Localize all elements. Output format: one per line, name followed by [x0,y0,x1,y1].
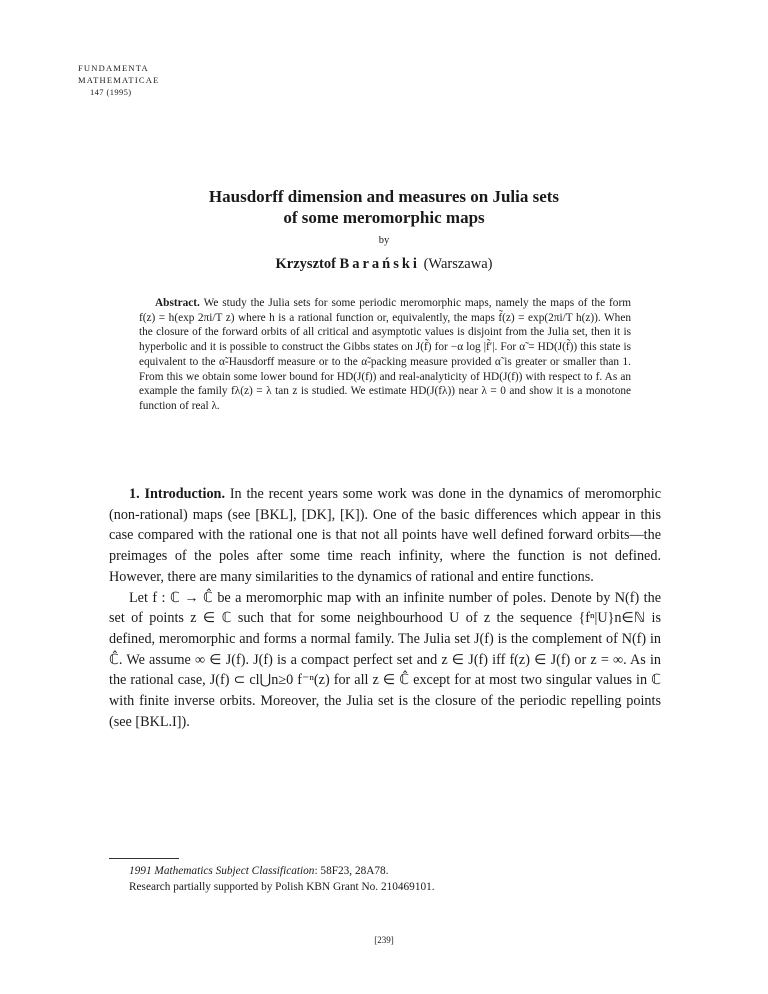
journal-header [78,62,159,98]
author-line [0,256,768,273]
footnote-grant: Research partially supported by Polish KBN Grant No. 210469101. [129,880,435,893]
abstract-text: We study the Julia sets for some periodic meromorphic maps, namely the maps of the form f(z) = h(exp 2πi/T z) where h is a rational function or, equivalently, the maps f̃(z) = exp(2πi/T h(z)). When the closure of the forward orbits of all critical and asymptotic values is disjoint from the Julia set, then it is hyperbolic and it is possible to construct the Gibbs states on J(f̃) for −α log |f̃′|. For α̃ = HD(J(f̃)) this state is equivalent to the α̃-Hausdorff measure or to the α̃-packing measure provided α̃ is greater or smaller than 1. From this we obtain some lower bound for HD(J(f)) and real-analyticity of HD(J(f)) with respect to f. As an example the family fλ(z) = λ tan z is studied. We estimate HD(J(fλ)) near λ = 0 and show it is a monotone function of real λ. [139,297,632,412]
intro-paragraph-1-text: In the recent years some work was done in the dynamics of meromorphic (non-rational) maps (see [BKL], [DK], [K]). One of the basic differences which appear in this case compared with the rational one is that not all points have well defined forward orbits—the preimages of the poles after some time reach infinity, where the function is not defined. However, there are many similarities to the dynamics of rational and entire functions. [109,486,661,585]
abstract [139,296,631,414]
footnote-msc [109,864,661,880]
footnotes [109,864,661,895]
paper-title-line1: Hausdorff dimension and measures on Julia sets [208,187,560,206]
by-label: by [378,235,390,246]
intro-paragraph-2: Let f : ℂ → ℂ̂ be a meromorphic map with an infinite number of poles. Denote by N(f) the set of points z ∈ ℂ such that for some neighbourhood U of z the sequence {fⁿ|U}n∈ℕ is defined, meromorphic and forms a normal family. The Julia set J(f) is the complement of N(f) in ℂ̂. We assume ∞ ∈ J(f). J(f) is a compact perfect set and z ∈ J(f) iff f(z) ∈ J(f) or z = ∞. As in the rational case, J(f) ⊂ cl⋃n≥0 f⁻ⁿ(z) for all z ∈ ℂ̂ except for at most two singular values in ℂ with finite inverse orbits. Moreover, the Julia set is the closure of the periodic repelling points (see [BKL.I]). [109,589,661,730]
journal-volume: 147 (1995) [90,87,132,97]
intro-paragraph-1 [109,484,661,588]
paper-title-line2: of some meromorphic maps [283,208,485,227]
author-affiliation: (Warszawa) [423,256,493,272]
page-number: [239] [374,935,394,945]
msc-codes: : 58F23, 28A78. [314,865,389,877]
footnote-rule [109,858,179,859]
msc-label: 1991 Mathematics Subject Classification [129,865,315,877]
journal-name-line1: FUNDAMENTA [78,63,149,73]
abstract-label: Abstract. [155,297,200,309]
introduction-section [109,484,661,732]
paper-title [0,186,768,228]
author-last-name: Barański [339,256,420,272]
author-first-name: Krzysztof [275,256,336,272]
journal-name-line2: MATHEMATICAE [78,75,160,85]
section-title: 1. Introduction. [129,486,225,502]
